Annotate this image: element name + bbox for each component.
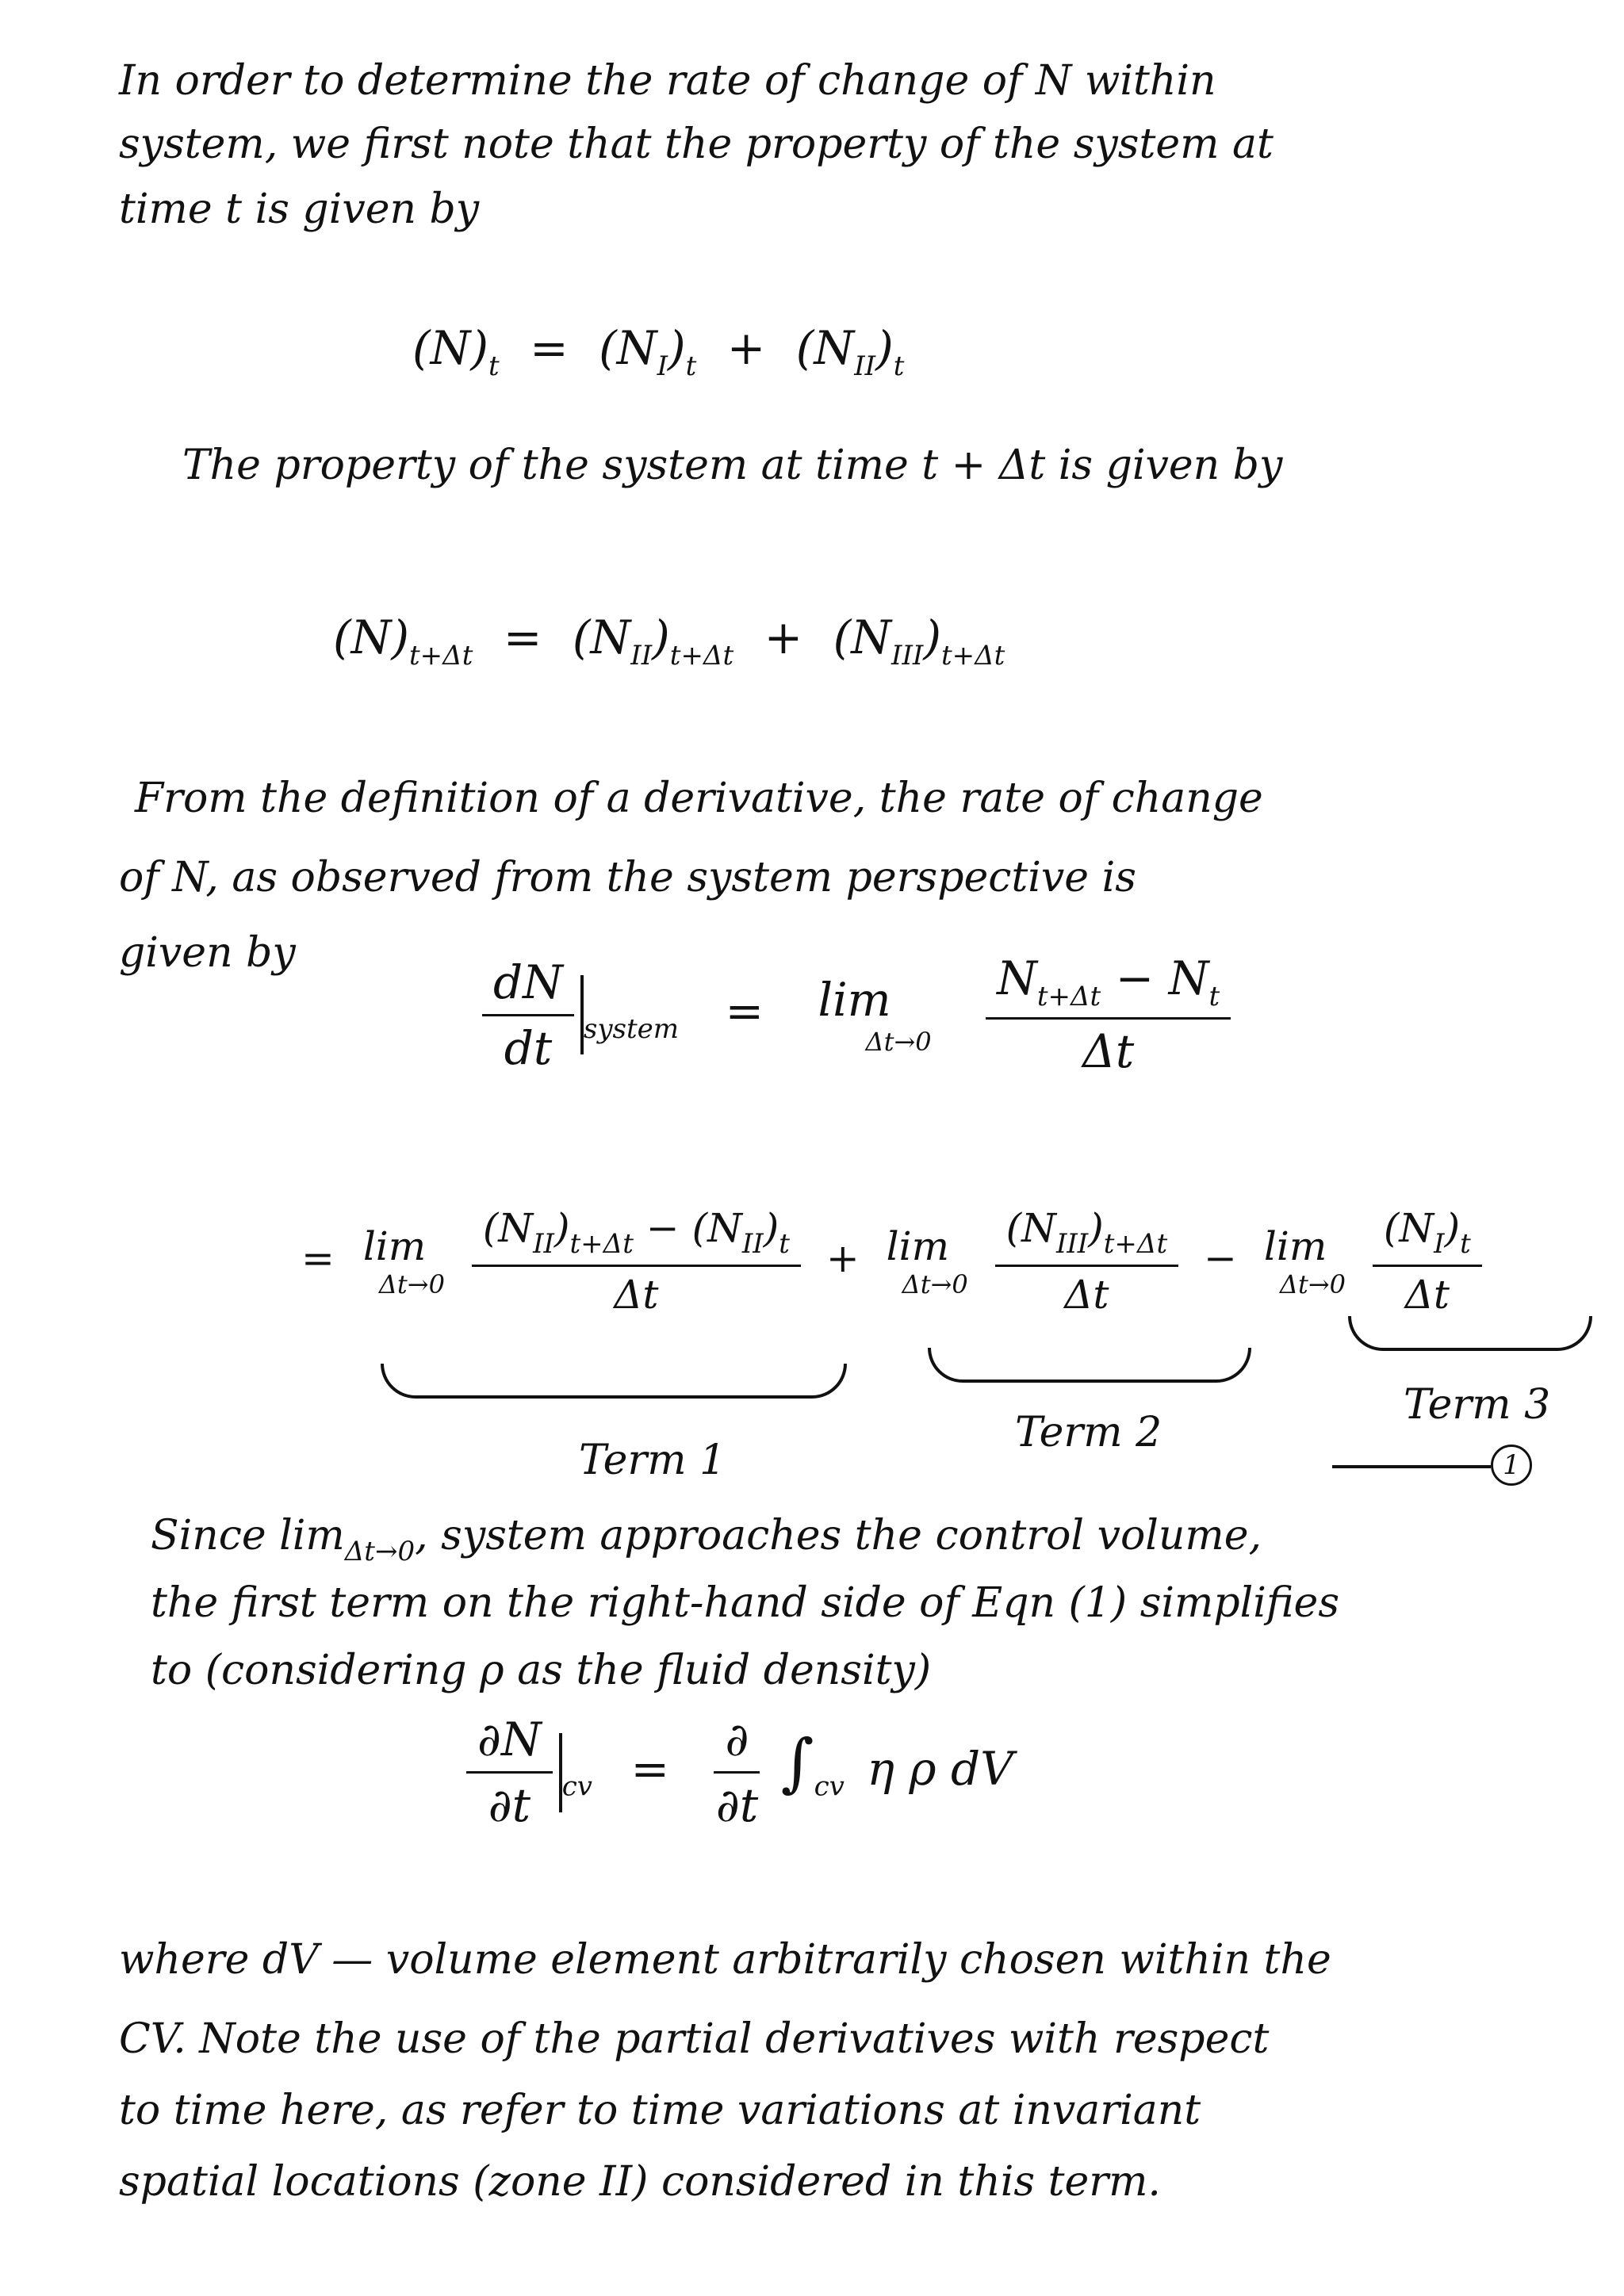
intro-line-2: system, we first note that the property of the system at [119, 121, 1274, 168]
term1-label: Term 1 [579, 1437, 726, 1484]
equation-system-derivative: $\frac{dN}{dt}$ $_{system}$ = lim Δt→0 $\frac{N_{t+\Delta t} - N_t}{\Delta t}$ [476, 951, 1237, 1078]
since-line-2: the first term on the right-hand side of Eqn (1) simplifies [151, 1579, 1340, 1627]
since-line-1: Since $\lim_{\Delta t\to 0}$, system approaches the control volume, [151, 1512, 1262, 1567]
term3-brace [1348, 1316, 1592, 1351]
since-line-3: to (considering ρ as the fluid density) [151, 1647, 932, 1694]
where-line-2: CV. Note the use of the partial derivatives with respect [119, 2015, 1270, 2063]
deriv-line-3: given by [119, 929, 296, 977]
term1-fraction: $\frac{(N_{II})_{t+\Delta t} - (N_{II})_t}{\Delta t}$ [472, 1205, 801, 1318]
dn-dt-fraction: $\frac{dN}{dt}$ [482, 955, 574, 1075]
deriv-line-1: From the definition of a derivative, the rate of change [135, 775, 1263, 822]
intro-line-3: time t is given by [119, 186, 480, 233]
intro-line-1: In order to determine the rate of change of N within [119, 57, 1216, 105]
equation-control-volume: $\frac{\partial N}{\partial t}$ $_{cv}$ = $\frac{\partial}{\partial t}$ $\int_{cv}$ η ρ dV [460, 1712, 1013, 1832]
term2-brace [928, 1348, 1251, 1383]
dn-dt-partial-fraction: $\frac{\partial N}{\partial t}$ [466, 1712, 553, 1832]
equation-system-at-t-plus-dt: $(N)_{t+\Delta t} = (N_{II})_{t+\Delta t} + (N_{III})_{t+\Delta t}$ [333, 610, 1005, 672]
where-line-4: spatial locations (zone II) considered in this term. [119, 2158, 1161, 2206]
equation-three-terms: = lim Δt→0 $\frac{(N_{II})_{t+\Delta t} - (N_{II})_t}{\Delta t}$ + lim Δt→0 $\frac{(N_{III})_{t+\Delta t}}{\Delta t}$ − lim Δt→0 $\frac{(N_I)_t}{\Delta t}$ [301, 1205, 1488, 1318]
where-line-3: to time here, as refer to time variations at invariant [119, 2087, 1201, 2134]
term2-label: Term 2 [1015, 1409, 1162, 1456]
equation-system-at-t: $(N)_t = (N_I)_t + (N_{II})_t$ [412, 321, 905, 382]
term3-label: Term 3 [1404, 1381, 1551, 1429]
tdt-line: The property of the system at time t + Δt is given by [182, 442, 1283, 489]
eqno-rule [1332, 1465, 1491, 1468]
partial-t-fraction: $\frac{\partial}{\partial t}$ [714, 1712, 760, 1832]
system-difference-fraction: $\frac{N_{t+\Delta t} - N_t}{\Delta t}$ [986, 951, 1231, 1078]
where-line-1: where dV — volume element arbitrarily chosen within the [119, 1936, 1331, 1984]
term3-fraction: $\frac{(N_I)_t}{\Delta t}$ [1373, 1205, 1482, 1318]
term1-brace [381, 1364, 847, 1399]
equation-number: 1 [1491, 1445, 1532, 1486]
deriv-line-2: of N, as observed from the system perspective is [119, 854, 1136, 901]
term2-fraction: $\frac{(N_{III})_{t+\Delta t}}{\Delta t}$ [995, 1205, 1178, 1318]
